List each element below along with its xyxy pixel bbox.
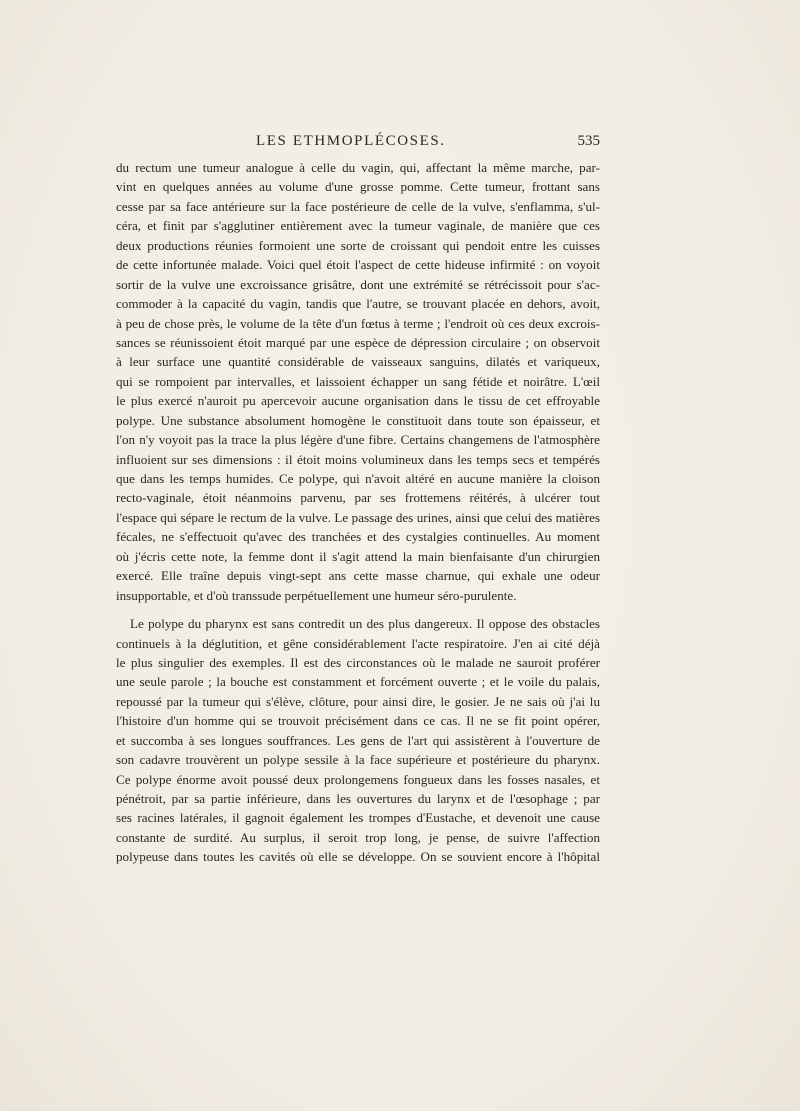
text-line: qui se rompoient par intervalles, et laissoient échapper un sang fétide et noirâtre. L'œil bbox=[116, 373, 600, 389]
text-line: l'histoire d'un homme qui se trouvoit précisément dans ce cas. Il ne se fit point opérer, bbox=[116, 713, 600, 729]
text-line: fécales, ne s'effectuoit qu'avec des tranchées et des cystalgies continuelles. Au moment bbox=[116, 529, 600, 545]
text-line: recto-vaginale, étoit néanmoins parvenu, par ses frottemens réitérés, à ulcérer tout bbox=[116, 490, 600, 506]
text-line: insupportable, et d'où transsude perpétuellement une humeur séro-purulente. bbox=[116, 587, 517, 603]
text-line: vint en quelques années au volume d'une grosse pomme. Cette tumeur, frottant sans bbox=[116, 179, 600, 195]
text-line: repoussé par la tumeur qui s'élève, clôture, pour ainsi dire, le gosier. Je ne sais où j'ai lu bbox=[116, 693, 600, 709]
body-text bbox=[116, 158, 600, 867]
text-line: commoder à la capacité du vagin, tandis que l'autre, se trouvant placée en dehors, avoit, bbox=[116, 296, 600, 312]
text-line: de cette infortunée malade. Voici quel étoit l'aspect de cette hideuse infirmité : on voyoit bbox=[116, 257, 600, 273]
text-line: son cadavre trouvèrent un polype sessile à la face supérieure et postérieure du pharynx. bbox=[116, 752, 600, 768]
text-line: constante de surdité. Au surplus, il seroit trop long, je pense, de suivre l'affection bbox=[116, 829, 600, 845]
text-line: le plus exercé n'auroit pu apercevoir aucune organisation dans le tissu de cet effroyable bbox=[116, 393, 600, 409]
text-line: sortir de la vulve une excroissance grisâtre, dont une extrémité se rétrécissoit pour s'ac- bbox=[116, 276, 600, 292]
text-line: et succomba à ses longues souffrances. Les gens de l'art qui assistèrent à l'ouverture de bbox=[116, 732, 600, 748]
text-line: influoient sur ses dimensions : il étoit moins volumineux dans les temps secs et tempérés bbox=[116, 451, 600, 467]
text-line: ses racines latérales, il gagnoit également les trompes d'Eustache, et devenoit une cause bbox=[116, 810, 600, 826]
text-line: à peu de chose près, le volume de la tête d'un fœtus à terme ; l'endroit où ces deux excrois- bbox=[116, 315, 600, 331]
text-line: l'on n'y voyoit pas la trace la plus légère d'une fibre. Certains changemens de l'atmosphère bbox=[116, 432, 600, 448]
text-line: une seule parole ; la bouche est constamment et forcément ouverte ; et le voile du palais, bbox=[116, 674, 600, 690]
text-line: céra, et finit par s'agglutiner entièrement avec la tumeur vaginale, de manière que ces bbox=[116, 218, 600, 234]
text-line: à leur surface une quantité considérable de vaisseaux sanguins, dilatés et variqueux, bbox=[116, 354, 600, 370]
paragraph-1 bbox=[116, 158, 600, 605]
text-line: Le polype du pharynx est sans contredit un des plus dangereux. Il oppose des obstacles bbox=[130, 616, 600, 632]
text-line: deux productions réunies formoient une sorte de croissant qui pendoit entre les cuisses bbox=[116, 237, 600, 253]
page-header bbox=[116, 133, 600, 157]
page-number: 535 bbox=[577, 133, 600, 149]
paragraph-2 bbox=[116, 614, 600, 867]
text-line: où j'écris cette note, la femme dont il s'agit attend la main bienfaisante d'un chirurgien bbox=[116, 548, 600, 564]
text-line: cesse par sa face antérieure sur la face postérieure de celle de la vulve, s'enflamma, s'ul- bbox=[116, 198, 600, 214]
text-line: polypeuse dans toutes les cavités où elle se développe. On se souvient encore à l'hôpital bbox=[116, 849, 600, 865]
text-line: sances se réunissoient étoit marqué par une espèce de dépression circulaire ; on observoit bbox=[116, 334, 600, 350]
text-line: le plus singulier des exemples. Il est des circonstances où le malade ne sauroit proférer bbox=[116, 654, 600, 670]
running-title: LES ETHMOPLÉCOSES. bbox=[256, 133, 446, 149]
text-line: pénétroit, par sa partie inférieure, dans les ouvertures du larynx et de l'œsophage ; par bbox=[116, 791, 600, 806]
text-line: du rectum une tumeur analogue à celle du vagin, qui, affectant la même marche, par- bbox=[116, 160, 600, 175]
text-line: polype. Une substance absolument homogène le constituoit dans toute son épaisseur, et bbox=[116, 412, 600, 428]
paragraph-gap bbox=[116, 605, 600, 614]
text-line: l'espace qui sépare le rectum de la vulve. Le passage des urines, ainsi que celui des matières bbox=[116, 509, 600, 525]
text-line: Ce polype énorme avoit poussé deux prolongemens fongueux dans les fosses nasales, et bbox=[116, 771, 600, 787]
text-line: exercé. Elle traîne depuis vingt-sept ans cette masse charnue, qui exhale une odeur bbox=[116, 568, 600, 584]
text-line: continuels à la déglutition, et gêne considérablement l'acte respiratoire. J'en ai cité déjà bbox=[116, 635, 600, 651]
text-line: que dans les temps humides. Ce polype, qui n'avoit altéré en aucune manière la cloison bbox=[116, 471, 600, 486]
